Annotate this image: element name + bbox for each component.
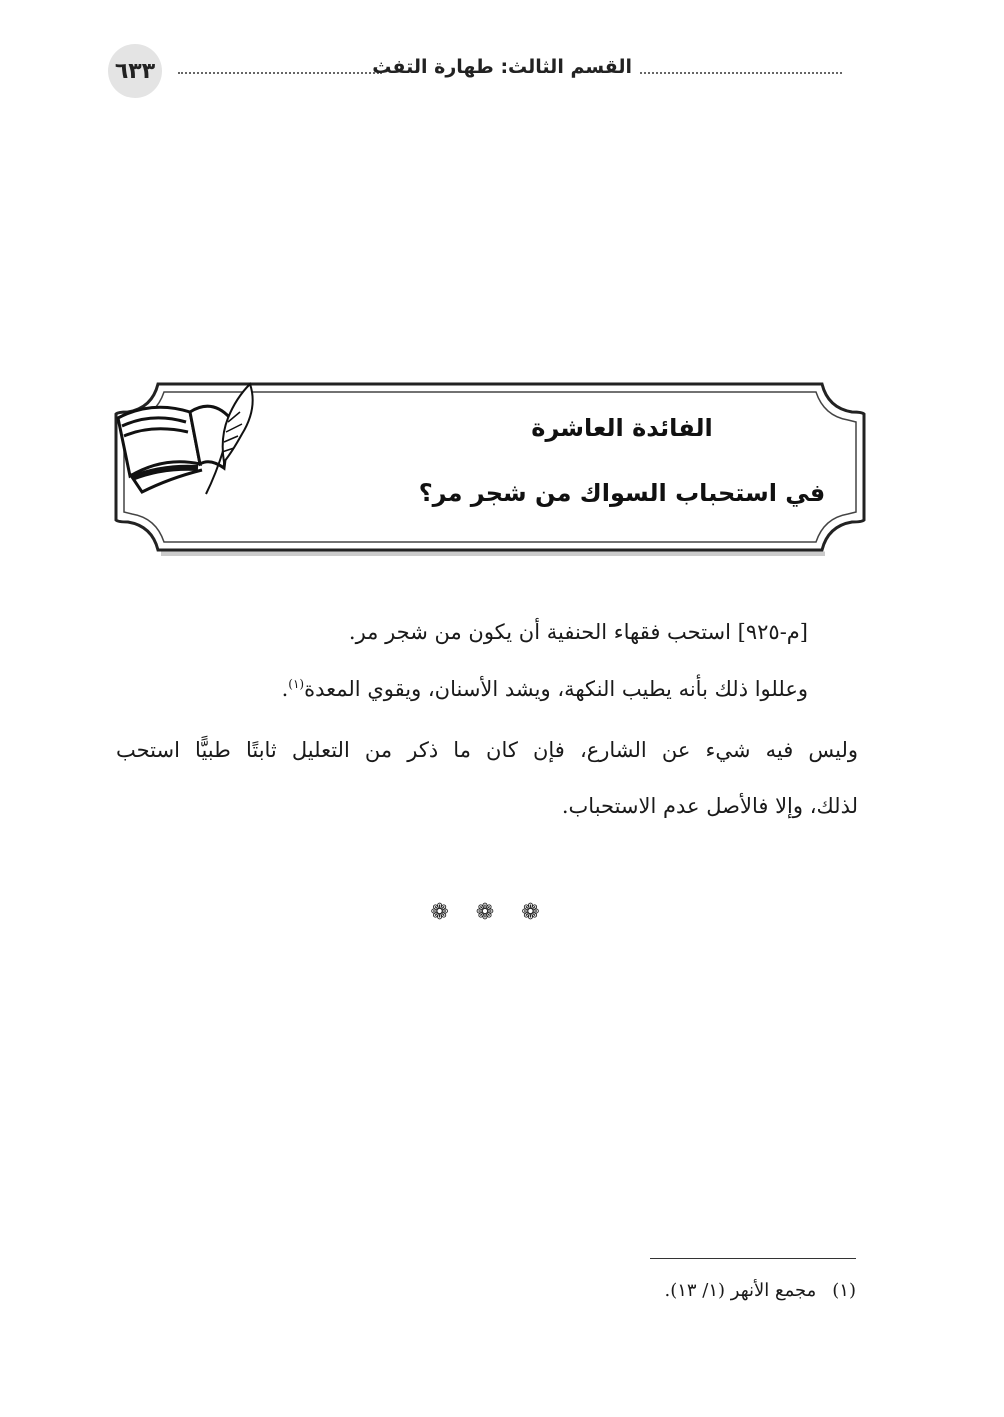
- paragraph-2-text: وعللوا ذلك بأنه يطيب النكهة، ويشد الأسنان، ويقوي المعدة: [304, 677, 808, 701]
- page-number: ٦٣٣: [114, 58, 156, 84]
- chapter-subtitle: في استحباب السواك من شجر مر؟: [418, 479, 826, 507]
- page-number-badge: [108, 44, 162, 98]
- paragraph-2: [282, 677, 808, 701]
- book-quill-icon: [112, 378, 262, 498]
- paragraph-1: [م-٩٢٥] استحب فقهاء الحنفية أن يكون من شجر مر.: [348, 620, 808, 644]
- footnote: [664, 1280, 856, 1301]
- footnote-text: مجمع الأنهر (١/ ١٣).: [664, 1280, 817, 1301]
- paragraph-3-line-2: لذلك، وإلا فالأصل عدم الاستحباب.: [561, 794, 858, 818]
- footnote-marker[interactable]: (١): [288, 677, 305, 691]
- section-separator: ❁ ❁ ❁: [430, 900, 550, 925]
- chapter-title-frame: [112, 378, 868, 556]
- footnote-number: (١): [832, 1280, 856, 1301]
- chapter-title: الفائدة العاشرة: [531, 414, 713, 442]
- header-dotted-leader-left: [178, 72, 382, 74]
- header-dotted-leader-right: [640, 72, 842, 74]
- paragraph-2-end: .: [281, 677, 289, 701]
- running-head: القسم الثالث: طهارة التفث: [372, 56, 632, 78]
- paragraph-3-line-1: وليس فيه شيء عن الشارع، فإن كان ما ذكر من التعليل ثابتًا طبيًّا استحب: [116, 738, 858, 762]
- footnote-rule: [650, 1258, 856, 1259]
